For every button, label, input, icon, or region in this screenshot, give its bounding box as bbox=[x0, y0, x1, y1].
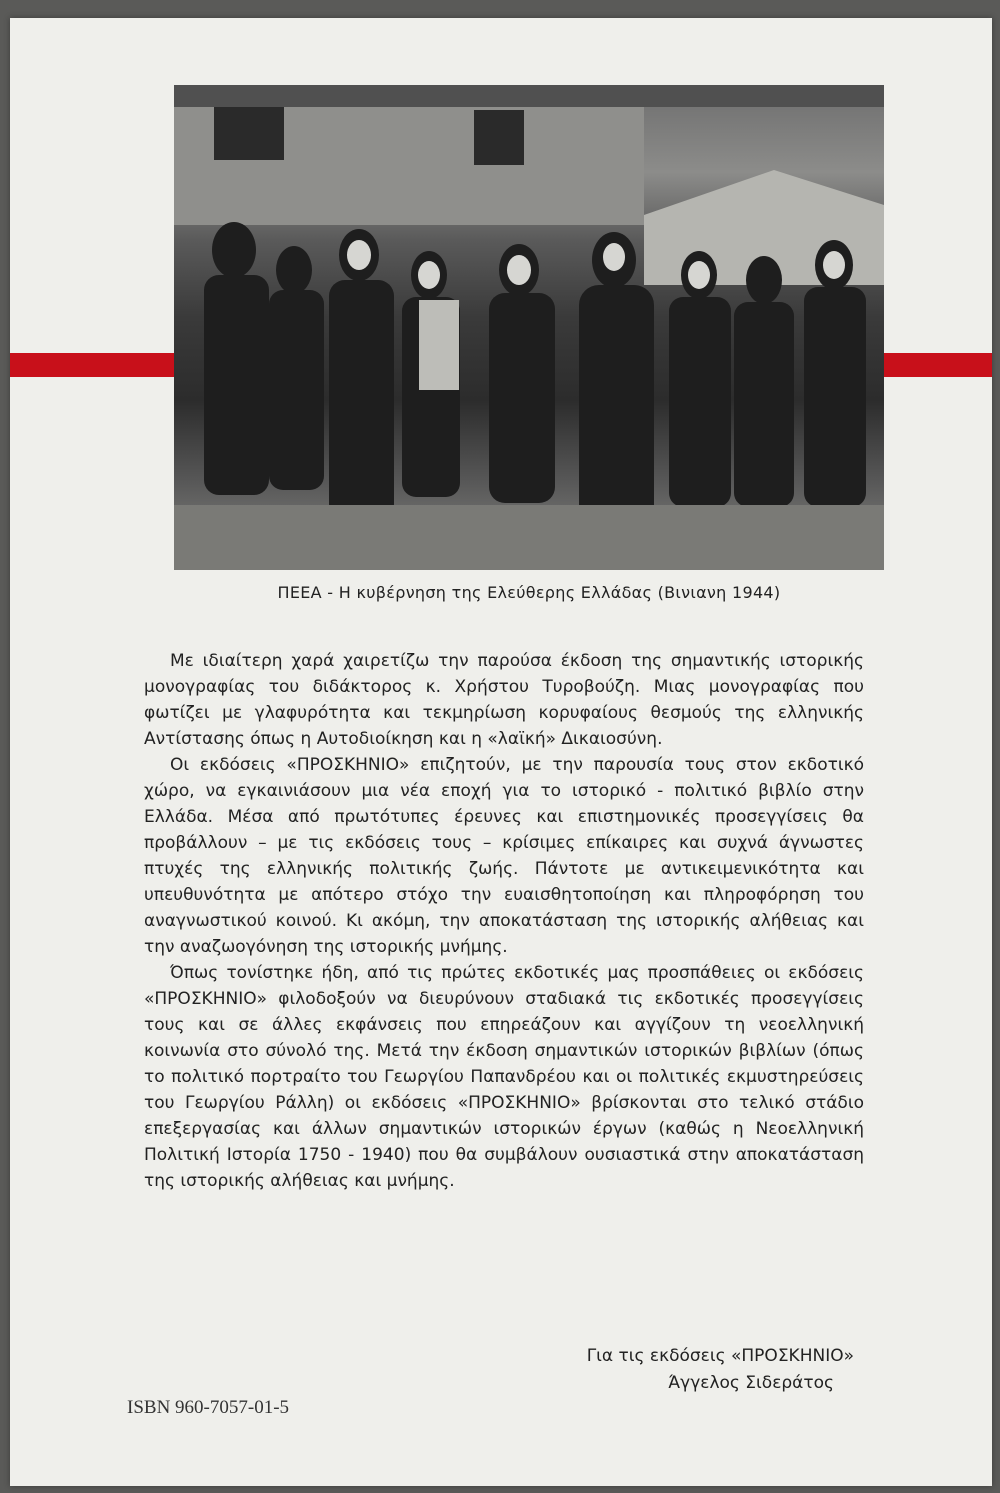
back-cover bbox=[10, 18, 992, 1486]
paragraph: Όπως τονίστηκε ήδη, από τις πρώτες εκδοτικές μας προσπάθειες οι εκδόσεις «ΠΡΟΣΚΗΝΙΟ» φιλοδοξούν να διευρύνουν σταδιακά τις εκδοτικές προσεγγίσεις τους και σε άλλες εκφάνσεις που επηρεάζουν και αγγίζουν τη νεοελληνική κοινωνία στο σύνολό της. Μετά την έκδοση σημαντικών ιστορικών βιβλίων (όπως το πολιτικό πορτραίτο του Γεωργίου Παπανδρέου και οι πολιτικές εκμυστηρεύσεις του Γεωργίου Ράλλη) οι εκδόσεις «ΠΡΟΣΚΗΝΙΟ» βρίσκονται στο τελικό στάδιο επεξεργασίας και άλλων σημαντικών ιστορικών έργων (καθώς η Νεοελληνική Πολιτική Ιστορία 1750 - 1940) που θα συμβάλουν ουσιαστικά στην αποκατάσταση της ιστορικής αλήθειας και μνήμης. bbox=[144, 963, 864, 1191]
historical-photo bbox=[174, 85, 884, 570]
signature-name: Άγγελος Σιδεράτος bbox=[668, 1373, 834, 1393]
foreword-text bbox=[144, 648, 864, 1194]
paragraph: Οι εκδόσεις «ΠΡΟΣΚΗΝΙΟ» επιζητούν, με την παρουσία τους στον εκδοτικό χώρο, να εγκαινιάσουν μια νέα εποχή για το ιστορικό - πολιτικό βιβλίο στην Ελλάδα. Μέσα από πρωτότυπες έρευνες και επιστημονικές προσεγγίσεις θα προβάλλουν – με τις εκδόσεις τους – κρίσιμες επίκαιρες και συχνά άγνωστες πτυχές της ελληνικής πολιτικής ζωής. Πάντοτε με αντικειμενικότητα και υπευθυνότητα με απότερο στόχο την ευαισθητοποίηση και πληροφόρηση του αναγνωστικού κοινού. Κι ακόμη, την αποκατάσταση της ιστορικής αλήθειας και την αναζωογόνηση της ιστορικής μνήμης. bbox=[144, 755, 864, 957]
isbn-number: ISBN 960-7057-01-5 bbox=[127, 1397, 290, 1418]
photo-caption: ΠΕΕΑ - Η κυβέρνηση της Ελεύθερης Ελλάδας (Βινιανη 1944) bbox=[277, 583, 781, 602]
paragraph: Με ιδιαίτερη χαρά χαιρετίζω την παρούσα έκδοση της σημαντικής ιστορικής μονογραφίας του διδάκτορος κ. Χρήστου Τυροβούζη. Μιας μονογραφίας που φωτίζει με γλαφυρότητα και τεκμηρίωση κορυφαίους θεσμούς της ελληνικής Αντίστασης όπως η Αυτοδιοίκηση και η «λαϊκή» Δικαιοσύνη. bbox=[144, 651, 864, 749]
signature-block bbox=[587, 1343, 854, 1397]
signature-line: Για τις εκδόσεις «ΠΡΟΣΚΗΝΙΟ» bbox=[586, 1346, 854, 1366]
